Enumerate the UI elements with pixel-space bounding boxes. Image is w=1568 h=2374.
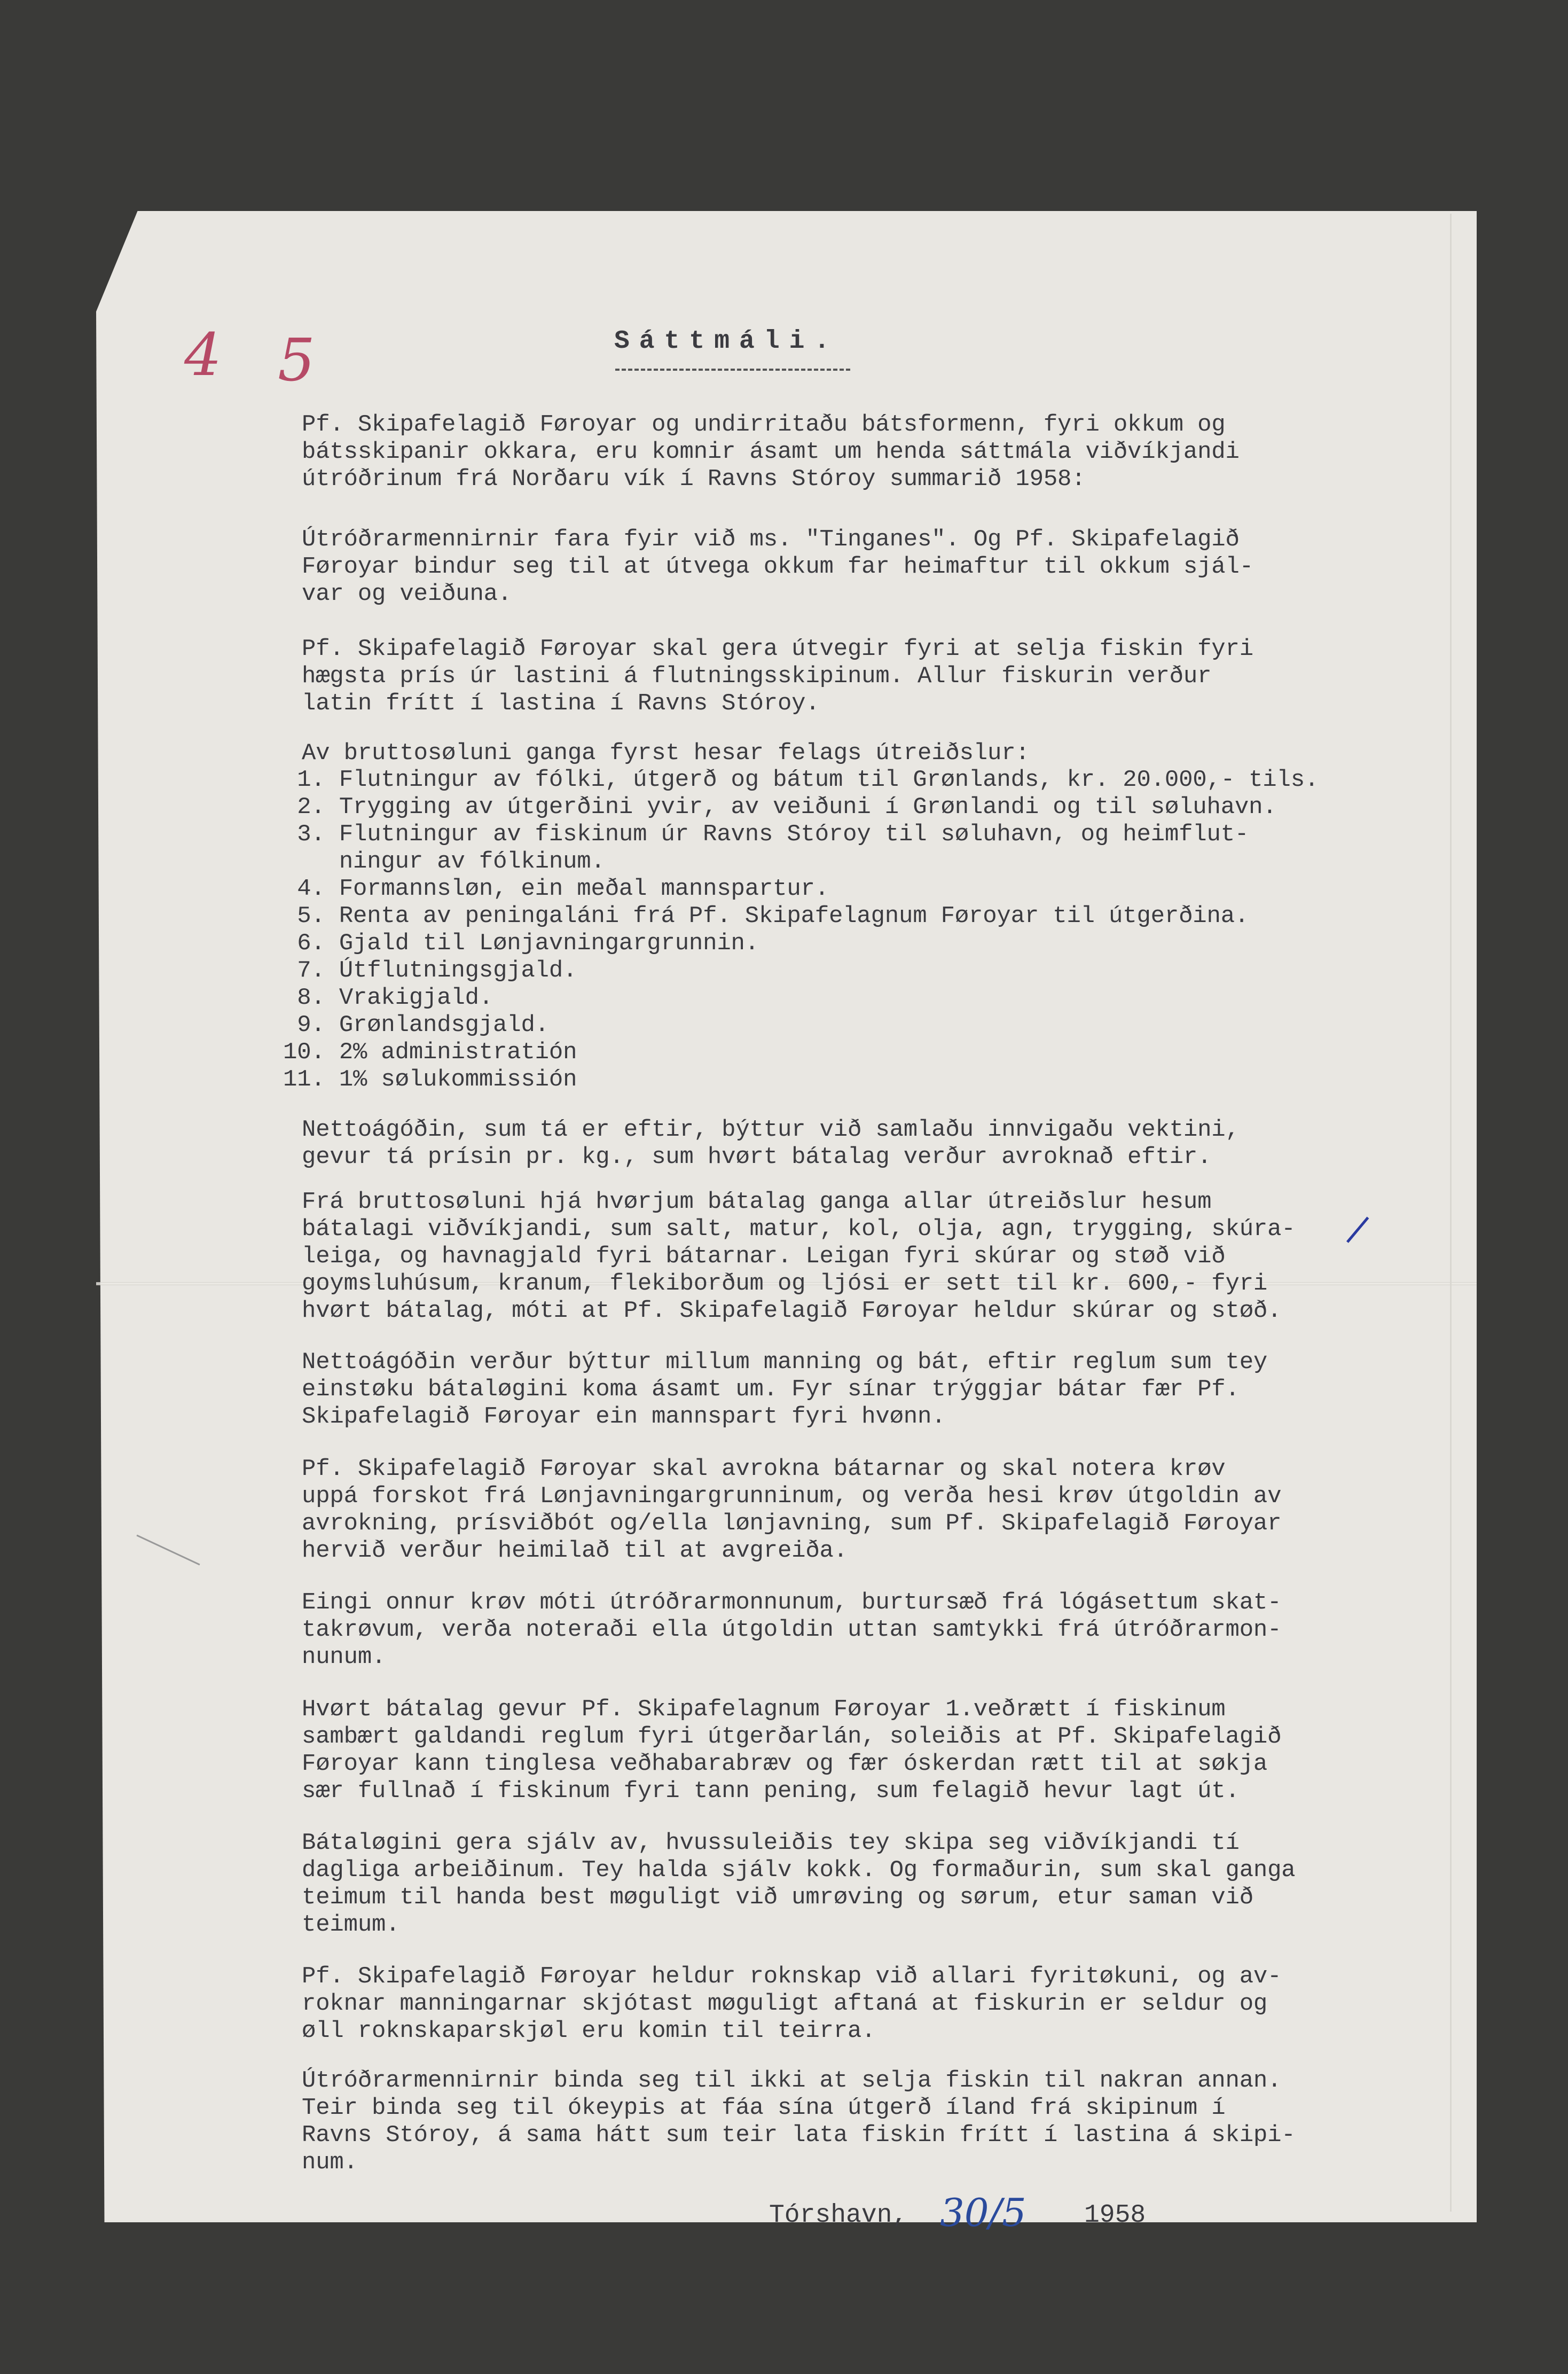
place-text: Tórshavn, xyxy=(769,2201,908,2230)
list-item: 10. 2% administratión xyxy=(283,1039,577,1066)
paragraph-division: Nettoágóðin verður býttur millum manning og bát, eftir reglum sum tey einstøku bátaløgini koma ásamt um. Fyr sínar trýggjar bátar fær Pf. Skipafelagið Føroyar ein mannspart fyri hvønn. xyxy=(302,1349,1268,1430)
handwritten-number-1: 4 xyxy=(184,321,222,389)
year-text: 1958 xyxy=(1084,2201,1146,2230)
list-item: 2. Trygging av útgerðini yvir, av veiðuni í Grønlandi og til søluhavn. xyxy=(283,794,1277,821)
paper-edge xyxy=(1450,214,1452,2212)
list-item: 3. Flutningur av fiskinum úr Ravns Stóroy til søluhavn, og heimflut- ningur av fólkinum. xyxy=(297,821,1249,875)
list-item: 5. Renta av peningaláni frá Pf. Skipafelagnum Føroyar til útgerðina. xyxy=(283,903,1249,930)
list-item: 1. Flutningur av fólki, útgerð og bátum til Grønlands, kr. 20.000,- tils. xyxy=(283,767,1319,793)
title-underline xyxy=(615,369,850,373)
handwritten-number-2: 5 xyxy=(278,326,315,394)
paragraph-sale: Pf. Skipafelagið Føroyar skal gera útvegir fyri at selja fiskin fyri hægsta prís úr lastini á flutningsskipinum. Allur fiskurin verður latin frítt í lastina í Ravns Stóroy. xyxy=(302,636,1253,717)
paragraph-net-profit: Nettoágóðin, sum tá er eftir, býttur við samlaðu innvigaðu vektini, gevur tá prísin pr. kg., sum hvørt bátalag verður avroknað eftir. xyxy=(302,1116,1240,1170)
paragraph-travel: Útróðrarmennirnir fara fyir við ms. "Tinganes". Og Pf. Skipafelagið Føroyar bindur seg til at útvega okkum far heimaftur til okkum sjál- var og veiðuna. xyxy=(302,526,1253,607)
handwritten-date: 30/5 xyxy=(940,2190,1026,2235)
list-item: 7. Útflutningsgjald. xyxy=(283,957,577,984)
list-item: 9. Grønlandsgjald. xyxy=(283,1012,549,1038)
paragraph-lien: Hvørt bátalag gevur Pf. Skipafelagnum Føroyar 1.veðrætt í fiskinum sambært galdandi reglum fyri útgerðarlán, soleiðis at Pf. Skipafelagið Føroyar kann tinglesa veðhabarabræv og fær óskerdan rætt til at søkja sær fullnað í fiskinum fyri tann pening, sum felagið hevur lagt út. xyxy=(302,1696,1282,1805)
list-item: 6. Gjald til Lønjavningargrunnin. xyxy=(283,930,759,957)
paragraph-expenses-heading: Av bruttosøluni ganga fyrst hesar felags útreiðslur: xyxy=(302,740,1030,767)
paragraph-crews: Bátaløgini gera sjálv av, hvussuleiðis tey skipa seg viðvíkjandi tí dagliga arbeiðinum. Tey halda sjálv kokk. Og formaðurin, sum skal ganga teimum til handa best møguligt við umrøving og sørum, etur saman við teimum. xyxy=(302,1830,1296,1938)
paragraph-accounts: Pf. Skipafelagið Føroyar heldur roknskap við allari fyritøkuni, og av- roknar manningarnar skjótast møguligt aftaná at fiskurin er seldur og øll roknskaparskjøl eru komin til teirra. xyxy=(302,1963,1282,2044)
paragraph-claims: Eingi onnur krøv móti útróðrarmonnunum, burtursæð frá lógásettum skat- takrøvum, verða noteraði ella útgoldin uttan samtykki frá útróðrarmon- nunum. xyxy=(302,1589,1282,1670)
list-item: 8. Vrakigjald. xyxy=(283,985,493,1011)
list-item: 11. 1% sølukommissión xyxy=(283,1066,577,1093)
paragraph-obligations: Útróðrarmennirnir binda seg til ikki at selja fiskin til nakran annan. Teir binda seg til ókeypis at fáa sína útgerð íland frá skipinum í Ravns Stóroy, á sama hátt sum teir lata fiskin frítt í lastina á skipi- num. xyxy=(302,2067,1296,2176)
paragraph-intro: Pf. Skipafelagið Føroyar og undirritaðu bátsformenn, fyri okkum og bátsskipanir okkara, eru komnir ásamt um henda sáttmála viðvíkjandi útróðrinum frá Norðaru vík í Ravns Stóroy summarið 1958: xyxy=(302,411,1240,493)
paragraph-gross-sales: Frá bruttosøluni hjá hvørjum bátalag ganga allar útreiðslur hesum bátalagi viðvíkjandi, sum salt, matur, kol, olja, agn, trygging, skúra- leiga, og havnagjald fyri bátarnar. Leigan fyri skúrar og støð við goymsluhúsum, kranum, flekiborðum og ljósi er sett til kr. 600,- fyri hvørt bátalag, móti at Pf. Skipafelagið Føroyar heldur skúrar og støð. xyxy=(302,1189,1296,1324)
list-item: 4. Formannsløn, ein meðal mannspartur. xyxy=(283,876,829,902)
document-title: Sáttmáli. xyxy=(614,327,840,356)
paragraph-settlement: Pf. Skipafelagið Føroyar skal avrokna bátarnar og skal notera krøv uppá forskot frá Lønjavningargrunninum, og verða hesi krøv útgoldin av avrokning, prísviðbót og/ella lønjavning, sum Pf. Skipafelagið Føroyar hervið verður heimilað til at avgreiða. xyxy=(302,1456,1282,1564)
